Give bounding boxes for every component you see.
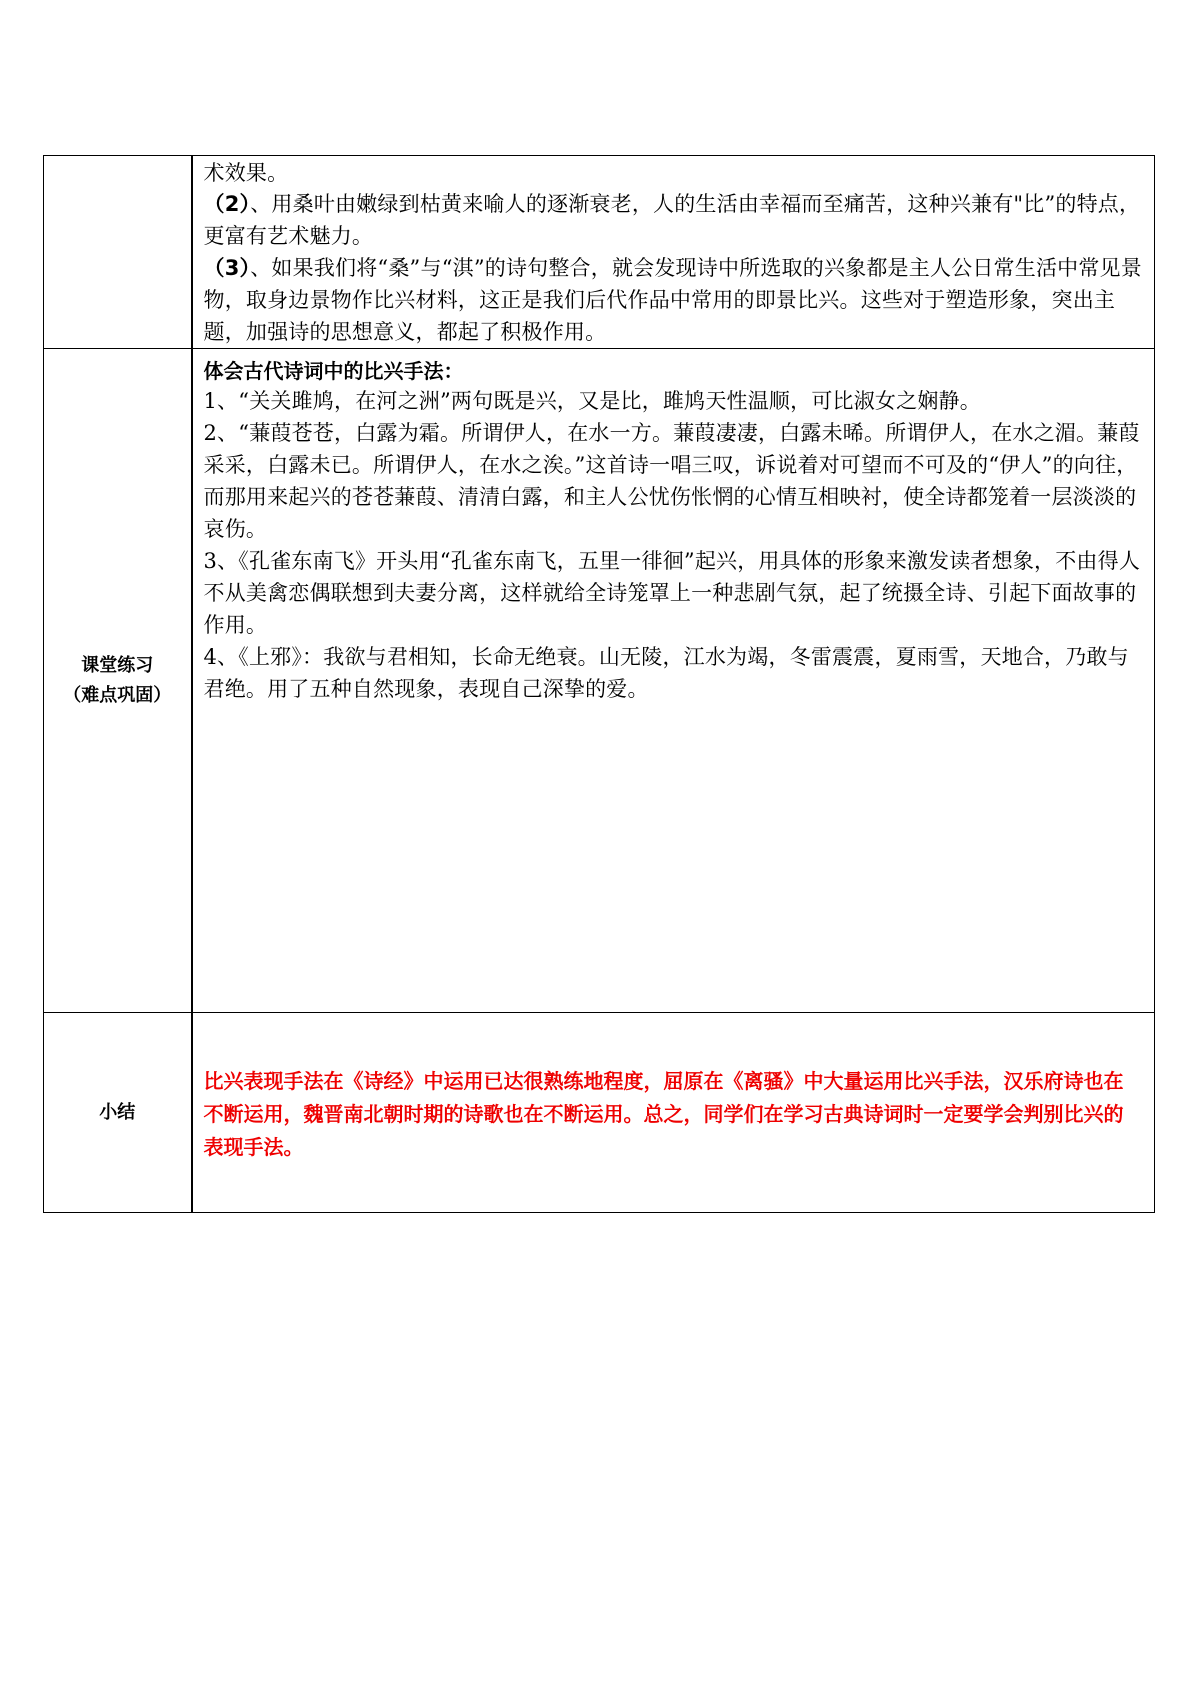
table-row-summary [44, 1013, 1155, 1213]
lesson-plan-table [43, 155, 1155, 1213]
point-3-paragraph [204, 252, 1143, 348]
continuation-text: 术效果。 [203, 161, 289, 185]
continuation-content-cell [192, 156, 1155, 349]
table-row-continuation [44, 156, 1155, 349]
row-label-classroom-practice [44, 349, 192, 1013]
summary-content-cell [192, 1013, 1155, 1213]
practice-content-cell [192, 349, 1155, 1013]
table-row-classroom-practice [44, 349, 1155, 1013]
point-2-text: 、用桑叶由嫩绿到枯黄来喻人的逐渐衰老，人的生活由幸福而至痛苦，这种兴兼有"比”的特点，更富有艺术魅力。 [203, 192, 1141, 248]
point-3-text: 、如果我们将“桑”与“淇”的诗句整合，就会发现诗中所选取的兴象都是主人公日常生活中常见景物，取身边景物作比兴材料，这正是我们后代作品中常用的即景比兴。这些对于塑造形象，突出主题，加强诗的思想意义，都起了积极作用。 [203, 256, 1142, 344]
summary-text: 比兴表现手法在《诗经》中运用已达很熟练地程度，屈原在《离骚》中大量运用比兴手法，汉乐府诗也在不断运用，魏晋南北朝时期的诗歌也在不断运用。总之，同学们在学习古典诗词时一定要学会判别比兴的表现手法。 [203, 1069, 1124, 1159]
practice-heading: 体会古代诗词中的比兴手法： [203, 359, 464, 383]
difficulty-consolidation-label: （难点巩固） [63, 684, 172, 706]
practice-item-2: 2、“蒹葭苍苍，白露为霜。所谓伊人，在水一方。蒹葭凄凄，白露未晞。所谓伊人，在水之湄。蒹葭采采，白露未已。所谓伊人，在水之涘。”这首诗一唱三叹，诉说着对可望而不可及的“伊人”的向往，而那用来起兴的苍苍蒹葭、清清白露，和主人公忧伤怅惘的心情互相映衬，使全诗都笼着一层淡淡的哀伤。 [203, 421, 1140, 541]
practice-item-1: 1、“关关雎鸠，在河之洲”两句既是兴，又是比，雎鸠天性温顺，可比淑女之娴静。 [203, 389, 981, 413]
point-3-number: （3） [203, 256, 251, 280]
point-2-paragraph [204, 188, 1143, 252]
practice-item-3: 3、《孔雀东南飞》开头用“孔雀东南飞，五里一徘徊”起兴，用具体的形象来激发读者想象，不由得人不从美禽恋偶联想到夫妻分离，这样就给全诗笼罩上一种悲剧气氛，起了统摄全诗、引起下面故事的作用。 [203, 549, 1141, 637]
classroom-practice-label: 课堂练习 [81, 654, 154, 676]
row-label-empty [44, 156, 192, 349]
point-2-number: （2） [203, 192, 251, 216]
row-label-summary: 小结 [44, 1013, 192, 1213]
practice-item-4: 4、《上邪》：我欲与君相知，长命无绝衰。山无陵，江水为竭，冬雷震震，夏雨雪，天地合，乃敢与君绝。用了五种自然现象，表现自己深挚的爱。 [203, 645, 1129, 701]
